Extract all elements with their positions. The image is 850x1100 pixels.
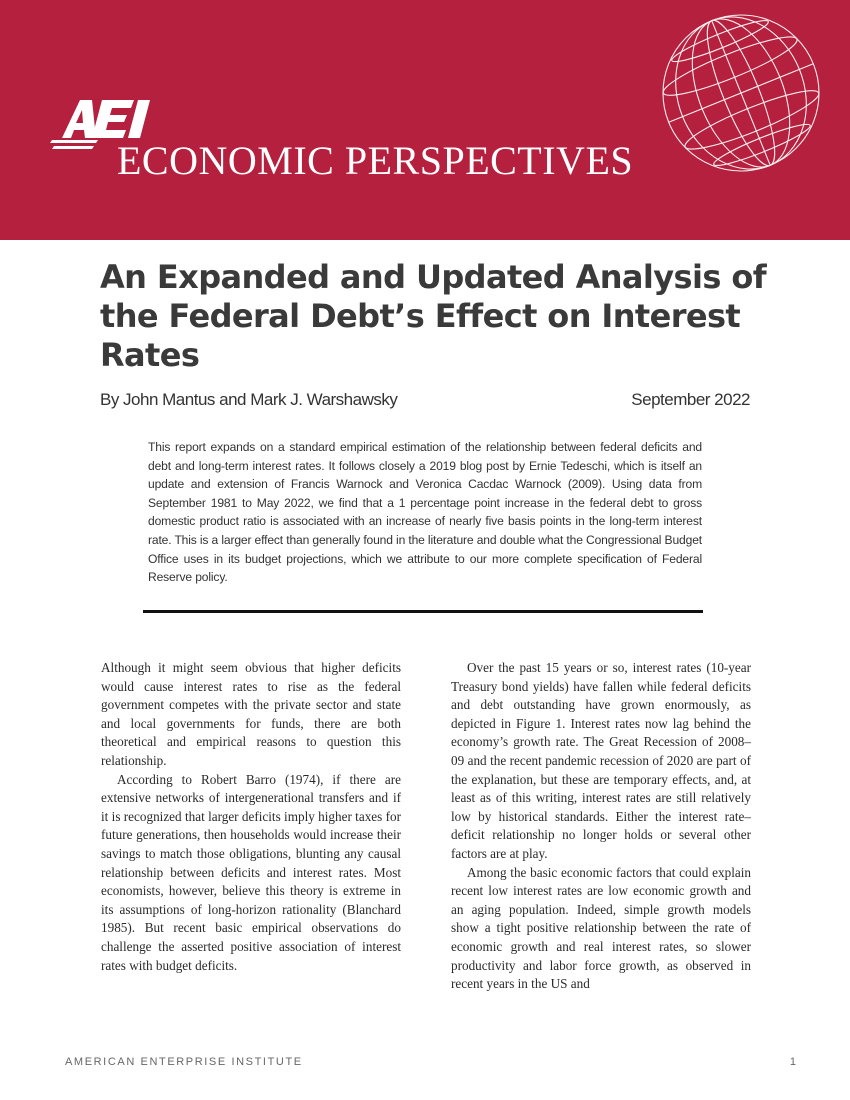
globe-icon [660,12,822,174]
body-paragraph: Over the past 15 years or so, interest rates (10-year Treasury bond yields) have fallen while federal deficits and debt outstanding have grown enormously, as depicted in Figure 1. Interest rates now lag behind the economy’s growth rate. The Great Recession of 2008–09 and the recent pandemic recession of 2020 are part of the explanation, but these are temporary effects, and, at least as of this writing, interest rates are still relatively low by historical standards. Either the interest rate–deficit relationship no longer holds or several other factors are at play. [451,660,751,861]
body-column-right [451,659,751,994]
body-paragraph: According to Robert Barro (1974), if there are extensive networks of intergenerational transfers and if it is recognized that larger deficits imply higher taxes for future generations, then households would increase their savings to match those obligations, blunting any causal relationship between deficits and interest rates. Most economists, however, believe this theory is extreme in its assumptions of long-horizon rationality (Blanchard 1985). But recent basic empirical observations do challenge the asserted positive association of interest rates with budget deficits. [101,771,401,973]
footer-organization: AMERICAN ENTERPRISE INSTITUTE [65,1056,303,1068]
page-number: 1 [789,1056,796,1068]
article-title: An Expanded and Updated Analysis of the Federal Debt’s Effect on Interest Rates [100,258,767,374]
body-paragraph: Although it might seem obvious that higher deficits would cause interest rates to rise as the federal government competes with the private sector and state and local governments for funds, there are both theoretical and empirical reasons to question this relationship. [101,660,401,768]
abstract-divider [143,610,703,613]
article-authors: By John Mantus and Mark J. Warshawsky [100,390,398,409]
series-name: ECONOMIC PERSPECTIVES [117,138,634,183]
header-banner [0,0,850,240]
publication-date: September 2022 [631,390,750,409]
body-paragraph: Among the basic economic factors that could explain recent low interest rates are low economic growth and an aging population. Indeed, simple growth models show a tight positive relationship between the rate of economic growth and real interest rates, so slower productivity and labor force growth, as observed in recent years in the US and [451,864,751,992]
body-column-left [101,659,401,975]
article-abstract: This report expands on a standard empirical estimation of the relationship between federal deficits and debt and long-term interest rates. It follows closely a 2019 blog post by Ernie Tedeschi, which is itself an update and extension of Francis Warnock and Veronica Cacdac Warnock (2009). Using data from September 1981 to May 2022, we find that a 1 percentage point increase in the federal debt to gross domestic product ratio is associated with an increase of nearly five basis points in the long-term interest rate. This is a larger effect than generally found in the literature and double what the Congressional Budget Office uses in its budget projections, which we attribute to our more complete specification of Federal Reserve policy. [148,440,702,585]
